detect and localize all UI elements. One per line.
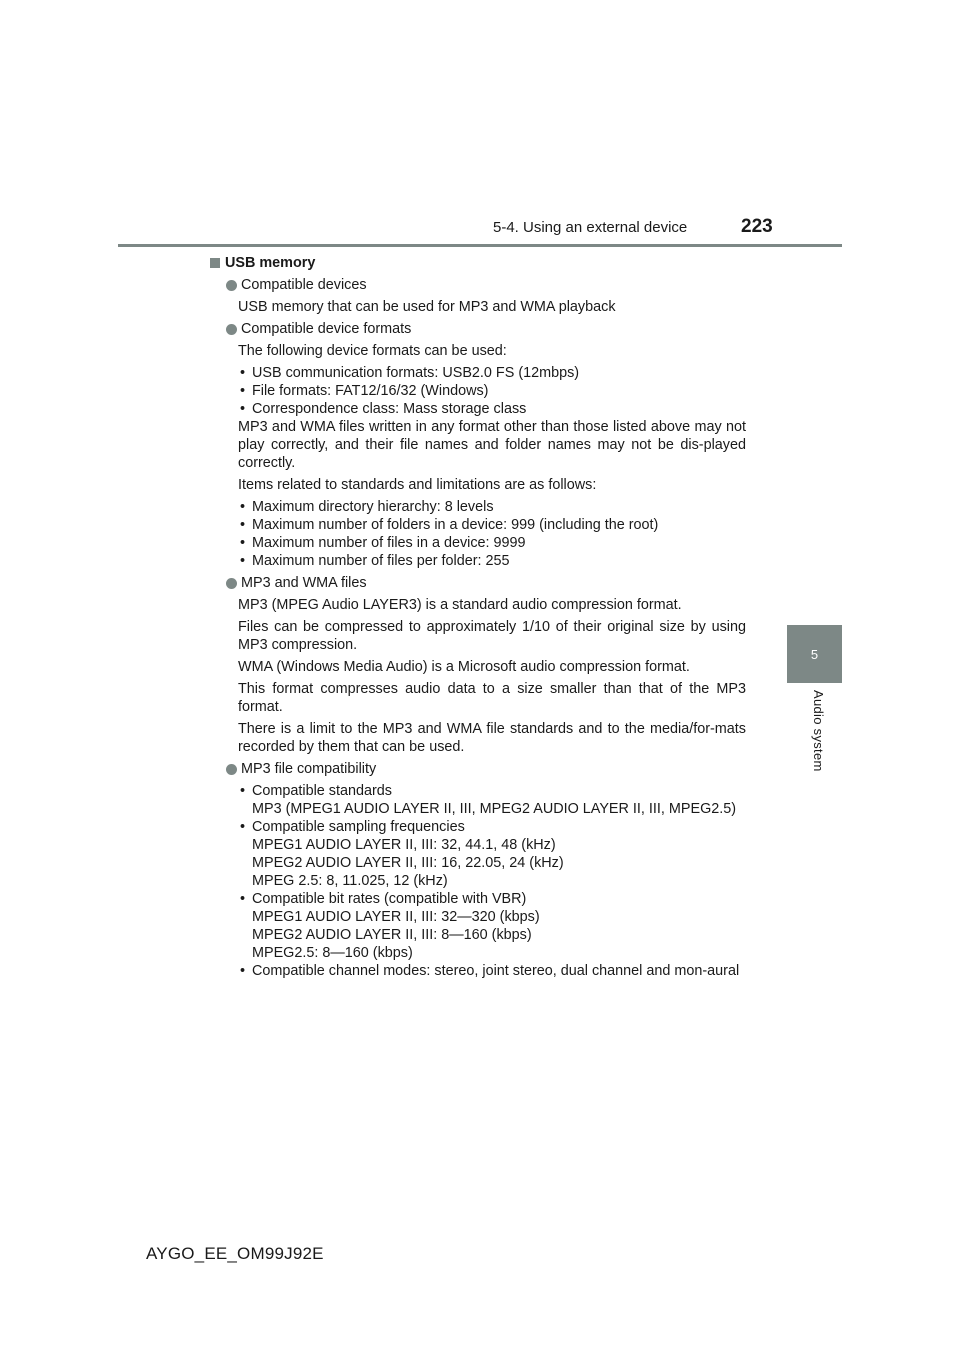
circle-bullet-icon (226, 324, 237, 335)
list-item: • Maximum number of files per folder: 255 (238, 552, 746, 570)
subsection-heading-text: MP3 file compatibility (241, 761, 377, 777)
subsection-heading-text: Compatible device formats (241, 321, 412, 337)
page-content (210, 254, 746, 980)
square-bullet-icon (210, 258, 220, 268)
list-item-detail: MPEG 2.5: 8, 11.025, 12 (kHz) (252, 873, 448, 889)
chapter-tab (787, 625, 842, 683)
paragraph: Files can be compressed to approximately 1/10 of their original size by using MP3 compression. (238, 619, 746, 653)
list-item (238, 782, 746, 818)
list-item (238, 818, 746, 890)
subsection-heading (210, 574, 746, 592)
page-number: 223 (741, 216, 773, 237)
list-item: • Maximum number of folders in a device: 999 (including the root) (238, 516, 746, 534)
limits-list (238, 498, 746, 570)
subsection-heading-text: Compatible devices (241, 277, 367, 293)
subsection-heading (210, 276, 746, 294)
subsection-heading (210, 320, 746, 338)
list-item-detail: MP3 (MPEG1 AUDIO LAYER II, III, MPEG2 AUDIO LAYER II, III, MPEG2.5) (252, 801, 737, 817)
paragraph: This format compresses audio data to a size smaller than that of the MP3 format. (238, 681, 746, 715)
list-item: • Correspondence class: Mass storage class (238, 400, 746, 418)
list-item-detail: MPEG1 AUDIO LAYER II, III: 32—320 (kbps) (252, 909, 540, 925)
format-list (238, 364, 746, 418)
list-item: • Maximum number of files in a device: 9999 (238, 534, 746, 552)
circle-bullet-icon (226, 764, 237, 775)
list-item: • Maximum directory hierarchy: 8 levels (238, 498, 746, 516)
list-item (238, 890, 746, 962)
subsection-heading (210, 760, 746, 778)
circle-bullet-icon (226, 578, 237, 589)
paragraph: MP3 (MPEG Audio LAYER3) is a standard audio compression format. (238, 597, 682, 613)
list-item-title: • Compatible standards (252, 783, 392, 799)
circle-bullet-icon (226, 280, 237, 291)
list-item (238, 962, 746, 980)
chapter-label: Audio system (811, 690, 826, 772)
section-heading (210, 254, 746, 272)
list-item-detail: MPEG2.5: 8—160 (kbps) (252, 945, 413, 961)
list-item-title: • Compatible sampling frequencies (252, 819, 465, 835)
paragraph: The following device formats can be used: (238, 343, 507, 359)
paragraph: Items related to standards and limitations are as follows: (238, 477, 597, 493)
paragraph: There is a limit to the MP3 and WMA file standards and to the media/for-mats recorded by them that can be used. (238, 721, 746, 755)
chapter-number: 5 (810, 646, 819, 662)
header-divider (118, 244, 842, 247)
list-item-detail: MPEG1 AUDIO LAYER II, III: 32, 44.1, 48 (kHz) (252, 837, 556, 853)
list-item-detail: MPEG2 AUDIO LAYER II, III: 16, 22.05, 24 (kHz) (252, 855, 564, 871)
paragraph: WMA (Windows Media Audio) is a Microsoft audio compression format. (238, 659, 690, 675)
list-item-title: • Compatible channel modes: stereo, joint stereo, dual channel and mon-aural (252, 963, 740, 979)
section-title: 5-4. Using an external device (493, 219, 688, 236)
list-item: • File formats: FAT12/16/32 (Windows) (238, 382, 746, 400)
list-item-title: • Compatible bit rates (compatible with VBR) (252, 891, 527, 907)
list-item: • USB communication formats: USB2.0 FS (12mbps) (238, 364, 746, 382)
compatibility-list (238, 782, 746, 980)
paragraph: MP3 and WMA files written in any format other than those listed above may not play correctly, and their file names and folder names may not be dis-played correctly. (238, 419, 746, 471)
subsection-heading-text: MP3 and WMA files (241, 575, 367, 591)
paragraph: USB memory that can be used for MP3 and WMA playback (238, 299, 616, 315)
section-heading-text: USB memory (225, 255, 316, 271)
list-item-detail: MPEG2 AUDIO LAYER II, III: 8—160 (kbps) (252, 927, 532, 943)
document-code: AYGO_EE_OM99J92E (146, 1244, 324, 1263)
